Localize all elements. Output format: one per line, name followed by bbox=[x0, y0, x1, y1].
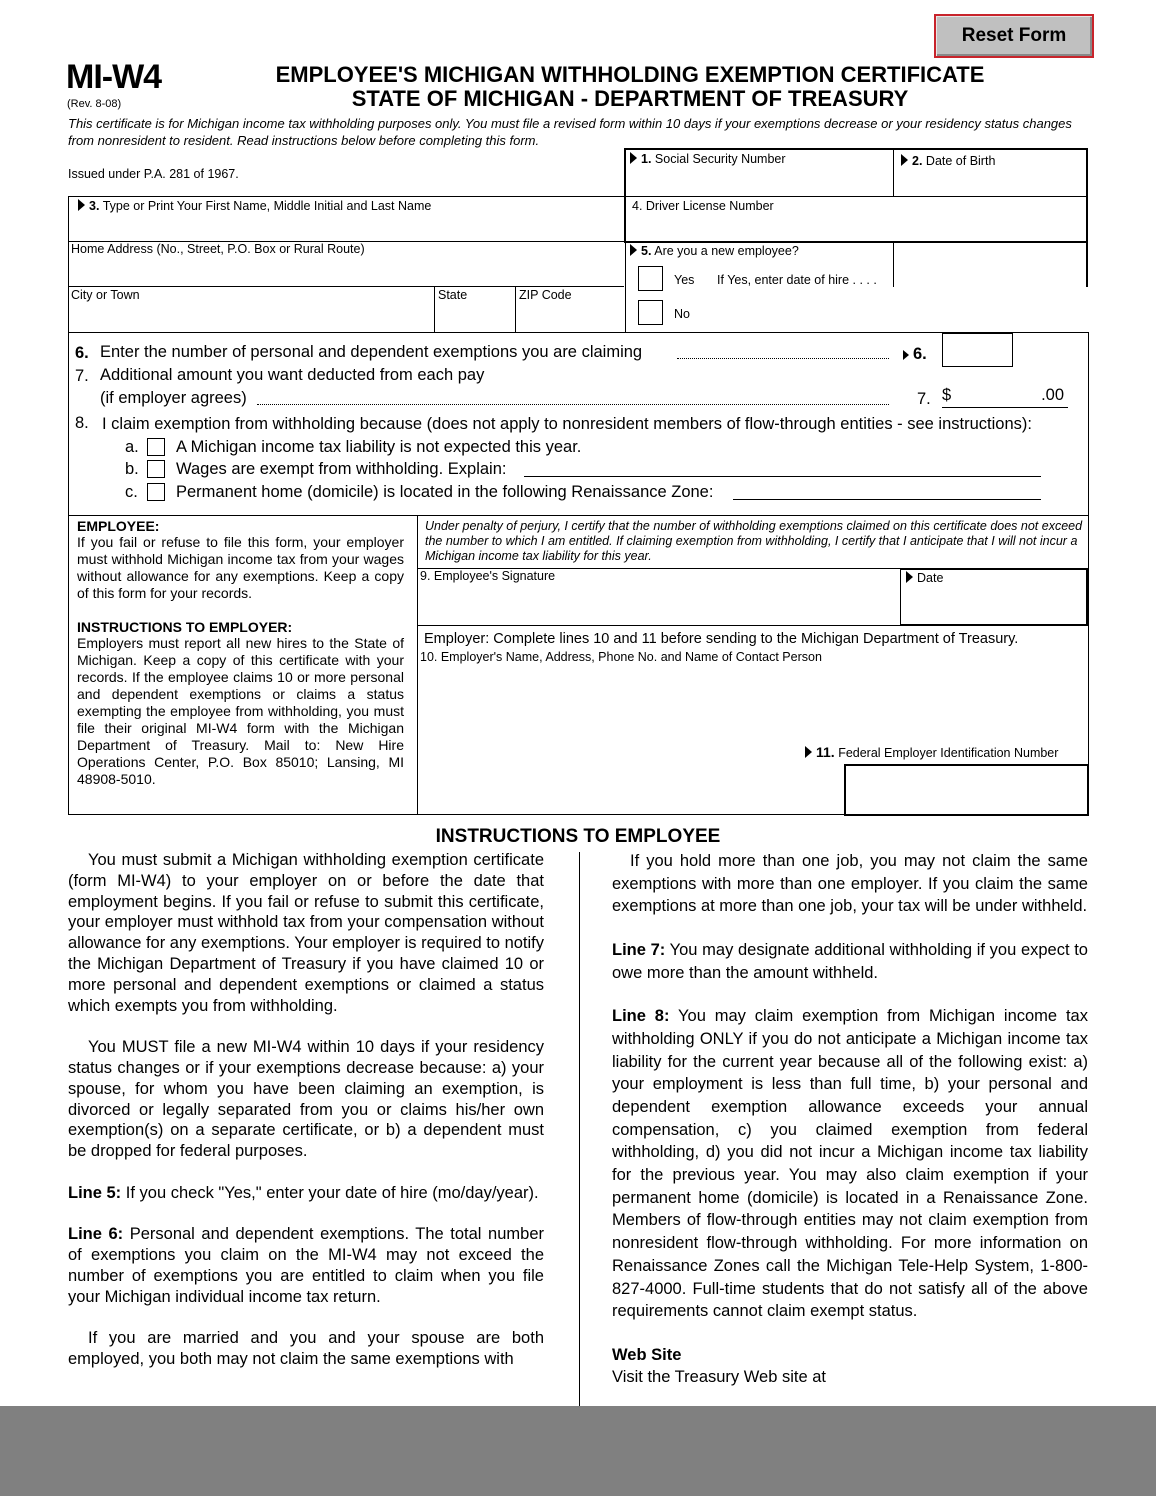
new-employee-no-checkbox[interactable] bbox=[638, 300, 663, 325]
renaissance-zone-input[interactable] bbox=[733, 499, 1041, 500]
yes-label: Yes bbox=[674, 273, 695, 287]
line6-ref: 6. bbox=[903, 345, 927, 364]
license-field[interactable]: 4. Driver License Number bbox=[632, 199, 774, 213]
additional-amount-input[interactable] bbox=[942, 386, 1068, 408]
explain-input[interactable] bbox=[524, 476, 1041, 477]
currency-symbol: $ bbox=[942, 386, 952, 404]
employer-name-label: 10. Employer's Name, Address, Phone No. and Name of Contact Person bbox=[420, 650, 822, 664]
new-employee-yes-checkbox[interactable] bbox=[638, 266, 663, 291]
instructions-right-column: If you hold more than one job, you may not claim the same exemptions with more than one employer. If you claim the same exemptions at more than one job, your tax will be under withheld. Line 7: You may designate additional withholding if you expect to owe more than the amount withheld. Line 8: You may claim exemption from Michigan income tax withholding ONLY if you do not anticipate a Michigan income tax liability for the current year because all of the following exist: a) your employment is less than full time, b) your personal and dependent exemption allowance exceeds your annual compensation, c) you claimed exemption from federal withholding, d) you did not incur a Michigan income tax liability for the previous year. You may also claim exemption if your permanent home (domicile) is located in a Renaissance Zone. Members of flow-through entities may not claim exemption from nonresident flow-through withholding. For more information on Renaissance Zones call the Michigan Tele-Help System, 1-800-827-4000. Full-time students that do not satisfy all of the above requirements cannot claim exempt status. Web Site Visit the Treasury Web site at bbox=[612, 852, 1088, 1387]
divider bbox=[68, 196, 624, 197]
exempt-option-c-checkbox[interactable] bbox=[147, 483, 165, 501]
intro-text: This certificate is for Michigan income tax withholding purposes only. You must file a revised form within 10 days if your exemptions decrease or your residency status changes from nonresident to resident. Read instructions below before completing this form. bbox=[68, 116, 1072, 148]
column-divider bbox=[579, 852, 580, 1406]
hire-date-prompt: If Yes, enter date of hire . . . . bbox=[717, 273, 877, 287]
address-field[interactable]: Home Address (No., Street, P.O. Box or Rural Route) bbox=[71, 242, 365, 256]
fein-input[interactable] bbox=[844, 764, 1089, 816]
dob-field[interactable]: 2. Date of Birth bbox=[901, 154, 995, 168]
divider bbox=[434, 286, 435, 333]
page-title: EMPLOYEE'S MICHIGAN WITHHOLDING EXEMPTION CERTIFICATE bbox=[275, 62, 985, 87]
state-field[interactable]: State bbox=[438, 288, 468, 302]
line6-text: Enter the number of personal and dependent exemptions you are claiming bbox=[100, 343, 643, 361]
fein-label: 11. Federal Employer Identification Number bbox=[805, 744, 1058, 760]
exempt-option-b-checkbox[interactable] bbox=[147, 460, 165, 478]
signature-field[interactable] bbox=[418, 586, 900, 624]
option-a-letter: a. bbox=[125, 438, 139, 456]
line7-text: Additional amount you want deducted from each pay bbox=[100, 366, 485, 384]
divider bbox=[1086, 243, 1088, 287]
date-label: Date bbox=[906, 571, 943, 585]
arrow-icon bbox=[78, 199, 85, 211]
employer-name-field[interactable] bbox=[420, 668, 840, 808]
line8-number: 8. bbox=[75, 414, 89, 432]
web-site-heading: Web Site bbox=[612, 1345, 682, 1364]
instructions-left-column: You must submit a Michigan withholding exemption certificate (form MI-W4) to your employer on or before the date that employment begins. If you fail or refuse to submit this certificate, your employer must withhold tax from your compensation without allowance for any exemptions. Your employer is required to notify the Michigan Department of Treasury if you have claimed 10 or more personal and dependent exemptions or claimed a status which exempts you from withholding. You MUST file a new MI-W4 within 10 days if your residency status changes or if your exemptions decrease because: a) your spouse, for whom you have been claiming an exemption, is divorced or legally separated from you or claims his/her own exemption(s) on a separate certificate, or b) a dependent must be dropped for federal purposes. Line 5: If you check "Yes," enter your date of hire (mo/day/year). Line 6: Personal and dependent exemptions. The total number of exemptions you claim on the MI-W4 may not exceed the number of exemptions you are entitled to claim when you file your Michigan individual income tax return. If you are married and you and your spouse are both employed, you both may not claim the same exemptions with bbox=[68, 851, 545, 1369]
line7-number: 7. bbox=[75, 367, 89, 385]
divider bbox=[418, 625, 1088, 626]
exempt-option-a-checkbox[interactable] bbox=[147, 438, 165, 456]
option-c-text: Permanent home (domicile) is located in the following Renaissance Zone: bbox=[176, 483, 714, 501]
ssn-field[interactable]: 1. Social Security Number bbox=[630, 152, 786, 166]
line7-ref: 7. bbox=[917, 390, 931, 408]
arrow-icon bbox=[903, 350, 909, 360]
web-site-text: Visit the Treasury Web site at bbox=[612, 1368, 826, 1387]
page-subtitle: STATE OF MICHIGAN - DEPARTMENT OF TREASURY bbox=[351, 86, 909, 111]
divider bbox=[68, 196, 69, 333]
issued-text: Issued under P.A. 281 of 1967. bbox=[68, 167, 239, 181]
zip-field[interactable]: ZIP Code bbox=[519, 288, 572, 302]
divider bbox=[625, 196, 1087, 197]
city-field[interactable]: City or Town bbox=[71, 288, 140, 302]
no-label: No bbox=[674, 307, 690, 321]
arrow-icon bbox=[805, 746, 812, 758]
hire-date-field[interactable] bbox=[894, 243, 1087, 286]
cents-suffix: .00 bbox=[1041, 386, 1064, 404]
line8-text: I claim exemption from withholding because (does not apply to nonresident members of flow-through entities - see instructions): bbox=[102, 415, 1032, 433]
leader-dots bbox=[677, 358, 889, 359]
arrow-icon bbox=[630, 244, 637, 256]
employer-note: Employer: Complete lines 10 and 11 before sending to the Michigan Department of Treasury. bbox=[424, 631, 1019, 647]
option-c-letter: c. bbox=[125, 483, 138, 501]
option-a-text: A Michigan income tax liability is not expected this year. bbox=[176, 438, 582, 456]
line6-number: 6. bbox=[75, 344, 89, 362]
leader-dots bbox=[257, 404, 889, 405]
arrow-icon bbox=[630, 152, 637, 164]
viewer-background bbox=[0, 1406, 1156, 1496]
form-revision: (Rev. 8-08) bbox=[67, 98, 122, 110]
perjury-statement: Under penalty of perjury, I certify that the number of withholding exemptions claimed on this certificate does not exceed the number to which I am entitled. If claiming exemption from withholding, I certify that I anticipate that I will not incur a Michigan income tax liability for this year. bbox=[425, 519, 1083, 563]
exemptions-count-input[interactable] bbox=[942, 333, 1013, 367]
signature-label: 9. Employee's Signature bbox=[420, 569, 556, 583]
divider bbox=[68, 286, 624, 287]
option-b-letter: b. bbox=[125, 460, 139, 478]
divider bbox=[893, 149, 894, 196]
instructions-title: INSTRUCTIONS TO EMPLOYEE bbox=[435, 826, 721, 847]
name-field[interactable]: 3. Type or Print Your First Name, Middle Initial and Last Name bbox=[78, 199, 431, 213]
employee-note: EMPLOYEE: If you fail or refuse to file this form, your employer must withhold Michigan income tax from your wages without allowance for any exemptions. Keep a copy of this form for your records. INSTRUCTIONS TO EMPLOYER: Employers must report all new hires to the State of Michigan. Keep a copy of this certificate with your records. If the employee claims 10 or more personal and dependent exemptions or claims a status exempting the employee from withholding, you must file their original MI-W4 form with the Michigan Department of Treasury. Mail to: New Hire Operations Center, P.O. Box 85010; Lansing, MI 48908-5010. bbox=[77, 518, 404, 787]
divider bbox=[515, 286, 516, 333]
form-id: MI-W4 bbox=[66, 58, 162, 96]
arrow-icon bbox=[901, 154, 908, 166]
new-employee-question: 5. Are you a new employee? bbox=[630, 244, 799, 258]
divider bbox=[625, 243, 626, 333]
line7-text2: (if employer agrees) bbox=[100, 389, 247, 407]
option-b-text: Wages are exempt from withholding. Explain: bbox=[176, 460, 507, 478]
reset-form-button[interactable]: Reset Form bbox=[934, 14, 1094, 58]
arrow-icon bbox=[906, 571, 913, 583]
divider bbox=[417, 516, 418, 815]
